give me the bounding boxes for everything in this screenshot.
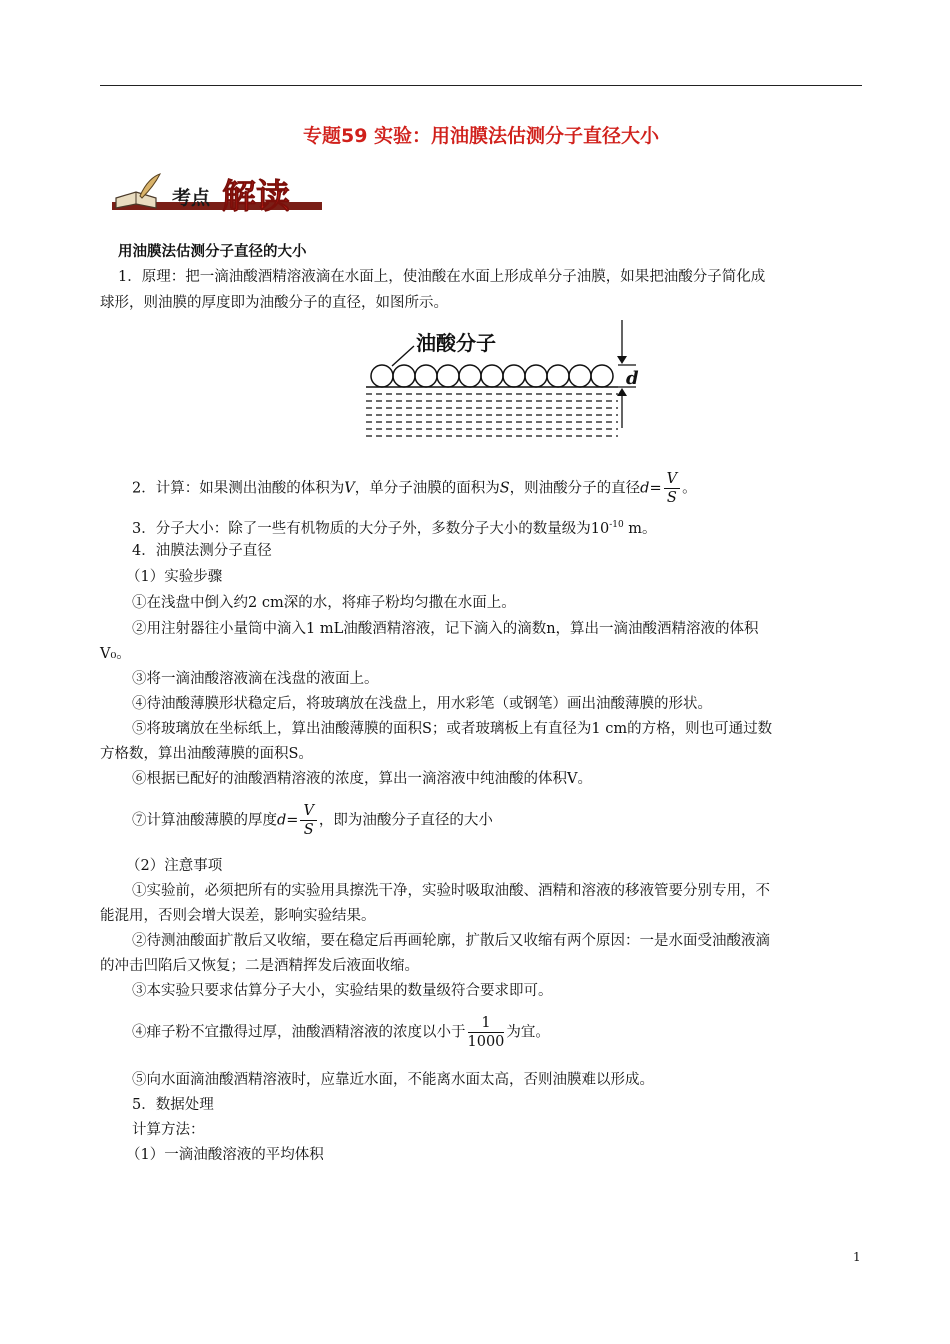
calc-volume-symbol: V (344, 480, 355, 497)
method-heading: 4．油膜法测分子直径 (132, 543, 272, 559)
principle-line-2: 球形，则油膜的厚度即为油酸分子的直径，如图所示。 (100, 295, 448, 311)
calc-method-label: 计算方法： (132, 1122, 205, 1138)
step-2-line-1: ②用注射器往小量筒中滴入1 mL油酸酒精溶液，记下滴入的滴数n，算出一滴油酸酒精溶液的体积 (132, 621, 759, 637)
section-heading: 用油膜法估测分子直径的大小 (118, 244, 307, 260)
note-2-line-2: 的冲击凹陷后又恢复；二是酒精挥发后液面收缩。 (100, 958, 419, 974)
step-6: ⑥根据已配好的油酸酒精溶液的浓度，算出一滴溶液中纯油酸的体积V。 (132, 771, 592, 787)
step-7-denominator: S (303, 822, 314, 838)
calc-text: 2．计算：如果测出油酸的体积为 (132, 480, 345, 497)
calc-item-1: （1）一滴油酸溶液的平均体积 (126, 1147, 324, 1163)
book-quill-icon (116, 174, 160, 208)
note-1-line-2: 能混用，否则会增大误差，影响实验结果。 (100, 908, 376, 924)
formula-numerator: V (664, 470, 680, 489)
thickness-label: d (626, 368, 639, 389)
fraction-numerator: 1 (468, 1014, 505, 1033)
note-1-line-1: ①实验前，必须把所有的实验用具擦洗干净，实验时吸取油酸、酒精和溶液的移液管要分别专用，不 (132, 883, 770, 899)
notes-heading: （2）注意事项 (126, 858, 223, 874)
calc-mid-text: ，单分子油膜的面积为 (354, 480, 500, 497)
step-5-line-1: ⑤将玻璃放在坐标纸上，算出油酸薄膜的面积S；或者玻璃板上有直径为1 cm的方格，则也可通过数 (132, 721, 773, 737)
step-4: ④待油酸薄膜形状稳定后，将玻璃放在浅盘上，用水彩笔（或钢笔）画出油酸薄膜的形状。 (132, 696, 712, 712)
note-4 (132, 1014, 894, 1051)
note-4-text: ④痱子粉不宜撒得过厚，油酸酒精溶液的浓度以小于 (132, 1024, 466, 1041)
data-processing-heading: 5．数据处理 (132, 1097, 214, 1113)
water-hatch (366, 394, 618, 436)
molecule-row (371, 365, 613, 387)
banner-text-b: 解读 (222, 177, 290, 217)
note-5: ⑤向水面滴油酸酒精溶液时，应靠近水面，不能离水面太高，否则油膜难以形成。 (132, 1072, 654, 1088)
magnitude-unit: m。 (623, 520, 657, 537)
oil-film-diagram (360, 318, 640, 446)
concentration-fraction (468, 1014, 505, 1051)
label-leader-line (392, 346, 414, 366)
note-2-line-1: ②待测油酸面扩散后又收缩，要在稳定后再画轮廓，扩散后又收缩有两个原因：一是水面受油酸液滴 (132, 933, 770, 949)
molecule-size-line (132, 515, 894, 540)
header-rule (100, 85, 862, 86)
page-title: 专题59 实验：用油膜法估测分子直径大小 (302, 125, 660, 147)
note-4-tail: 为宜。 (506, 1024, 550, 1041)
step-1: ①在浅盘中倒入约2 cm深的水，将痱子粉均匀撒在水面上。 (132, 595, 516, 611)
step-7 (132, 802, 894, 839)
step-7-formula-lhs: d= (277, 812, 299, 829)
calc-end-text: ，则油酸分子的直径 (509, 480, 641, 497)
principle-line-1: 1．原理：把一滴油酸酒精溶液滴在水面上，使油酸在水面上形成单分子油膜，如果把油酸分子简化成 (118, 269, 766, 285)
step-7-numerator: V (300, 802, 316, 821)
step-3: ③将一滴油酸溶液滴在浅盘的液面上。 (132, 671, 379, 687)
calc-area-symbol: S (499, 480, 510, 497)
step-5-line-2: 方格数，算出油酸薄膜的面积S。 (100, 746, 313, 762)
step-7-text: ⑦计算油酸薄膜的厚度 (132, 812, 277, 829)
note-3: ③本实验只要求估算分子大小，实验结果的数量级符合要求即可。 (132, 983, 553, 999)
step-2-line-2: V₀。 (100, 646, 131, 662)
banner-text-a: 考点 (172, 187, 211, 209)
magnitude-exponent: -10 (609, 520, 624, 530)
kaodian-jiedu-banner (110, 168, 330, 224)
step-7-formula (300, 802, 316, 839)
step-7-tail: ，即为油酸分子直径的大小 (318, 812, 493, 829)
page-number: 1 (853, 1250, 861, 1264)
calc-tail: 。 (682, 480, 697, 497)
calc-line (132, 470, 894, 507)
diameter-formula (664, 470, 680, 507)
formula-denominator: S (666, 490, 677, 506)
formula-lhs: d= (640, 480, 662, 497)
steps-heading: （1）实验步骤 (126, 569, 223, 585)
fraction-denominator: 1000 (467, 1034, 505, 1050)
molecule-size-text: 3．分子大小：除了一些有机物质的大分子外，多数分子大小的数量级为10 (132, 520, 610, 537)
diagram-label: 油酸分子 (416, 331, 496, 355)
